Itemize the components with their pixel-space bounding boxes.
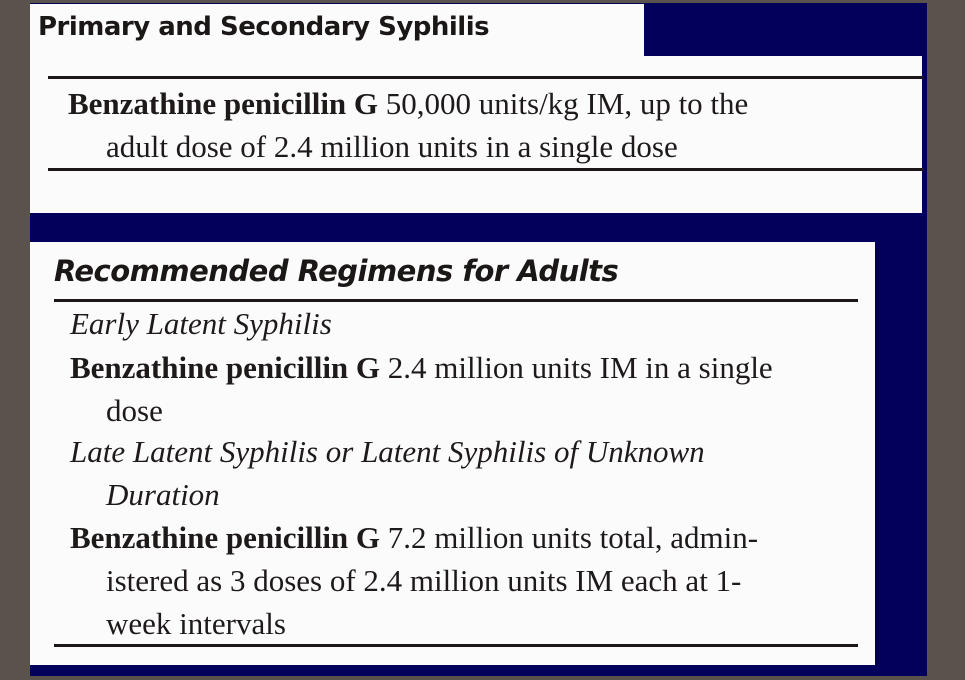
late-latent-regimen-line-2: istered as 3 doses of 2.4 million units IM each at 1- <box>106 563 742 598</box>
primary-secondary-title: Primary and Secondary Syphilis <box>38 12 490 42</box>
early-latent-regimen-line-1 <box>70 350 773 386</box>
navy-title-notch <box>644 4 927 56</box>
primary-secondary-regimen-line-2: adult dose of 2.4 million units in a single dose <box>106 129 678 164</box>
late-latent-regimen-line-3: week intervals <box>106 606 286 641</box>
divider-rule <box>54 644 858 647</box>
divider-rule <box>48 76 924 79</box>
divider-rule <box>48 168 924 171</box>
drug-name: Benzathine penicillin G <box>70 520 381 555</box>
adult-regimens-title: Recommended Regimens for Adults <box>54 254 619 288</box>
early-latent-regimen-line-2: dose <box>106 393 163 428</box>
dose-text: 50,000 units/kg IM, up to the <box>378 86 749 121</box>
dose-text: 2.4 million units IM in a single <box>380 350 773 385</box>
primary-secondary-regimen-line-1 <box>68 86 748 122</box>
divider-rule <box>54 299 858 302</box>
late-latent-regimen-line-1 <box>70 520 758 556</box>
late-latent-heading-line-1: Late Latent Syphilis or Latent Syphilis of Unknown <box>70 434 705 469</box>
drug-name: Benzathine penicillin G <box>70 350 381 385</box>
late-latent-heading-line-2: Duration <box>106 477 220 512</box>
early-latent-heading: Early Latent Syphilis <box>70 306 332 341</box>
dose-text: 7.2 million units total, admin- <box>380 520 759 555</box>
drug-name: Benzathine penicillin G <box>68 86 379 121</box>
